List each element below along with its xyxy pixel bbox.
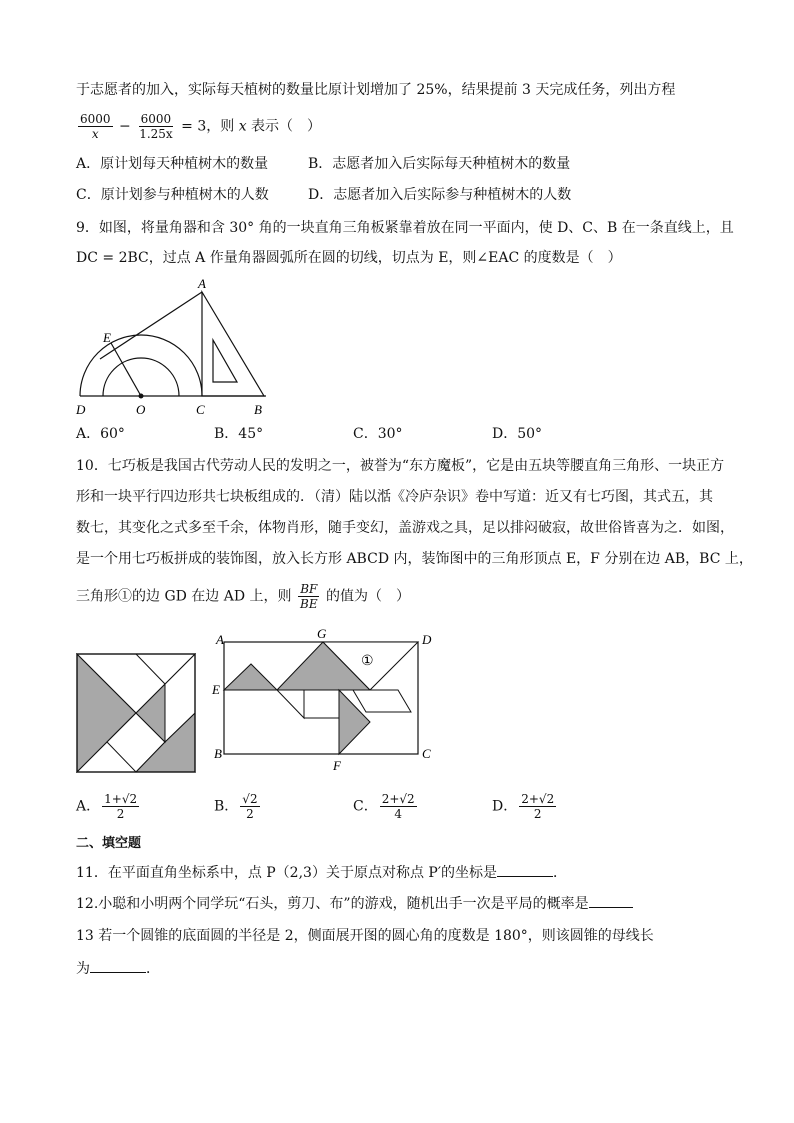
q10-line5-end: 的值为（ ） bbox=[326, 588, 411, 605]
q13-line1: 13 若一个圆锥的底面圆的半径是 2，侧面展开图的圆心角的度数是 180°，则该圆锥的母线长 bbox=[76, 928, 654, 944]
q8-option-a: A．原计划每天种植树木的数量 bbox=[76, 156, 269, 172]
section-title: 二、填空题 bbox=[76, 836, 142, 851]
q10-option-b-numerator: √2 bbox=[242, 792, 258, 806]
q10-line1: 10．七巧板是我国古代劳动人民的发明之一，被誉为“东方魔板”，它是由五块等腰直角三角形、一块正方 bbox=[76, 458, 725, 474]
tangram-square-figure bbox=[76, 653, 196, 773]
q12 bbox=[76, 893, 633, 914]
label-c: C bbox=[196, 402, 205, 417]
q10-line5-start: 三角形①的边 GD 在边 AD 上，则 bbox=[76, 588, 292, 605]
q13-line2 bbox=[76, 958, 160, 979]
q10-option-c bbox=[353, 792, 419, 821]
q10-option-d-denominator: 2 bbox=[533, 807, 542, 821]
fraction-1 bbox=[78, 112, 113, 141]
left-small-triangle bbox=[224, 664, 277, 690]
label-triangle-one: ① bbox=[361, 654, 374, 669]
q9-option-c: C．30° bbox=[353, 426, 403, 442]
q10-option-a bbox=[76, 792, 141, 821]
set-square-outer bbox=[202, 292, 264, 396]
q9-option-a: A．60° bbox=[76, 426, 125, 442]
q12-answer-blank[interactable] bbox=[589, 893, 633, 908]
q9-line2: DC = 2BC，过点 A 作量角器圆弧所在圆的切线，切点为 E，则∠EAC 的度数是（ ） bbox=[76, 250, 622, 266]
ratio-denominator: BE bbox=[300, 597, 318, 611]
equation-variable: x bbox=[238, 118, 247, 135]
q13-prefix: 为 bbox=[76, 961, 90, 977]
q10-line3: 数七，其变化之式多至千余，体物肖形，随手变幻，盖游戏之具，足以排闷破寂，故世俗皆喜为之．如图， bbox=[76, 520, 734, 536]
label-f: F bbox=[333, 758, 341, 773]
label-d: D bbox=[76, 402, 86, 417]
ratio-bf-be bbox=[298, 582, 320, 611]
protractor-triangle-figure bbox=[70, 272, 270, 420]
label-g: G bbox=[317, 626, 327, 641]
fraction-2 bbox=[137, 112, 175, 141]
protractor-inner-arc bbox=[103, 358, 179, 396]
q9-option-d: D．50° bbox=[492, 426, 543, 442]
q12-text: 12.小聪和小明两个同学玩“石头，剪刀、布”的游戏，随机出手一次是平局的概率是 bbox=[76, 896, 589, 912]
q8-line1: 于志愿者的加入，实际每天植树的数量比原计划增加了 25%，结果提前 3 天完成任务，列出方程 bbox=[76, 82, 676, 98]
q11-tail: ． bbox=[553, 865, 567, 881]
label-o: O bbox=[136, 402, 146, 417]
q10-option-a-denominator: 2 bbox=[116, 807, 125, 821]
q8-equation bbox=[76, 112, 321, 141]
minus-sign: − bbox=[119, 118, 131, 135]
q10-option-d-numerator: 2+√2 bbox=[521, 792, 555, 806]
ratio-numerator: BF bbox=[300, 582, 318, 596]
fraction-2-numerator: 6000 bbox=[140, 112, 172, 126]
q10-option-b-denominator: 2 bbox=[246, 807, 254, 821]
label-b: B bbox=[254, 402, 262, 417]
q8-option-b: B．志愿者加入后实际每天种植树木的数量 bbox=[308, 156, 571, 172]
q9-option-b: B．45° bbox=[214, 426, 264, 442]
label-e: E bbox=[212, 682, 220, 697]
tangent-line-ae bbox=[100, 292, 202, 359]
q11-text: 11．在平面直角坐标系中，点 P（2,3）关于原点对称点 P′的坐标是 bbox=[76, 865, 497, 881]
center-square bbox=[304, 690, 339, 718]
q10-option-a-letter: A． bbox=[76, 798, 101, 815]
q11-answer-blank[interactable] bbox=[497, 862, 553, 877]
protractor-outer-arc bbox=[80, 335, 202, 396]
q9-line1: 9．如图，将量角器和含 30° 角的一块直角三角板紧靠着放在同一平面内，使 D、C、B 在一条直线上，且 bbox=[76, 220, 734, 236]
q10-option-b bbox=[214, 792, 262, 821]
q10-option-d bbox=[492, 792, 558, 821]
q10-option-d-letter: D． bbox=[492, 798, 518, 815]
q8-option-d: D．志愿者加入后实际参与种植树木的人数 bbox=[308, 187, 572, 203]
q10-line2: 形和一块平行四边形共七块板组成的．（清）陆以湉《冷庐杂识》卷中写道：近又有七巧图，其式五，其 bbox=[76, 489, 713, 505]
q13-answer-blank[interactable] bbox=[90, 958, 146, 973]
q10-line5 bbox=[76, 582, 410, 611]
rectangle-abcd-figure bbox=[206, 626, 442, 774]
q10-option-a-numerator: 1+√2 bbox=[104, 792, 138, 806]
equation-tail: 表示（ ） bbox=[251, 118, 322, 135]
q10-option-c-numerator: 2+√2 bbox=[381, 792, 415, 806]
q11 bbox=[76, 862, 567, 883]
q10-option-c-denominator: 4 bbox=[394, 807, 403, 821]
fraction-1-denominator: x bbox=[91, 127, 99, 141]
fraction-1-numerator: 6000 bbox=[80, 112, 111, 126]
q10-option-c-letter: C． bbox=[353, 798, 378, 815]
equation-rhs: = 3，则 bbox=[181, 118, 235, 135]
parallelogram-piece bbox=[353, 690, 411, 712]
fraction-2-denominator: 1.25x bbox=[139, 127, 173, 141]
center-point-o bbox=[139, 394, 144, 399]
q13-tail: ． bbox=[146, 961, 160, 977]
label-b: B bbox=[214, 746, 222, 761]
label-c: C bbox=[422, 746, 431, 761]
q10-option-b-letter: B． bbox=[214, 798, 239, 815]
small-white-triangle bbox=[277, 690, 304, 718]
label-a: A bbox=[198, 276, 206, 291]
label-d: D bbox=[422, 632, 432, 647]
q8-option-c: C．原计划参与种植树木的人数 bbox=[76, 187, 269, 203]
radius-oe bbox=[111, 343, 141, 396]
set-square-inner bbox=[213, 340, 237, 382]
label-e: E bbox=[103, 330, 111, 345]
label-a: A bbox=[216, 632, 224, 647]
q10-line4: 是一个用七巧板拼成的装饰图，放入长方形 ABCD 内，装饰图中的三角形顶点 E，F 分别在边 AB，BC 上， bbox=[76, 551, 753, 567]
